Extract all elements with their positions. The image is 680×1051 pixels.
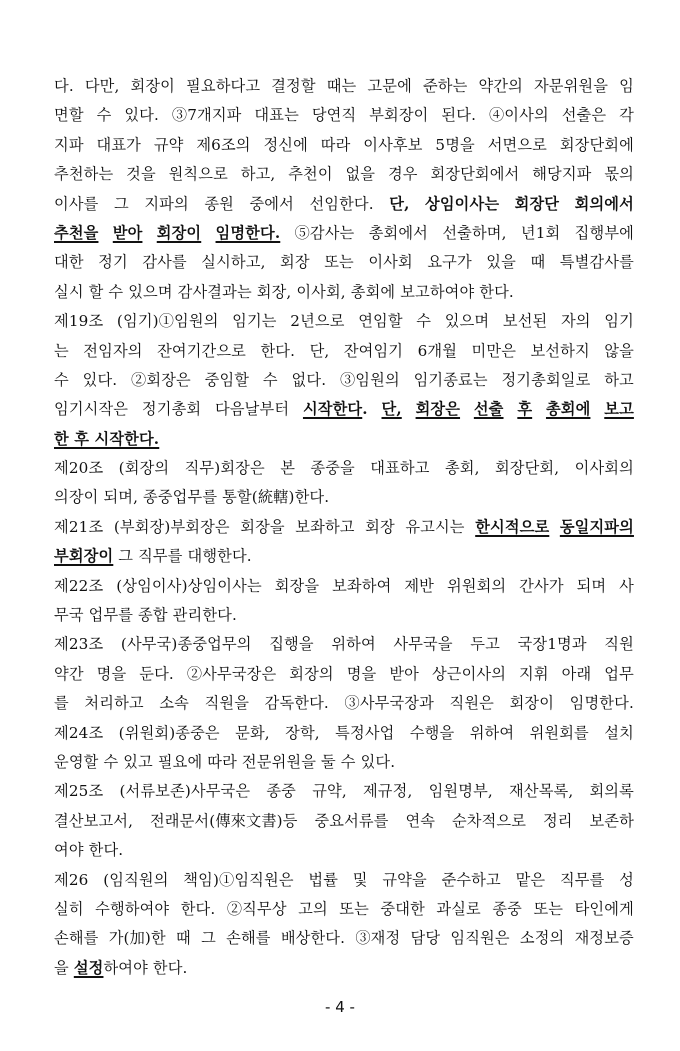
text-word: (사무국)종중업무의 bbox=[120, 635, 252, 654]
text-word: 위하여 bbox=[469, 723, 515, 742]
text-word: 대표는 bbox=[254, 106, 299, 125]
text-word: 상임이사는 bbox=[425, 194, 500, 213]
text-word: 총회, bbox=[444, 459, 480, 478]
text-line bbox=[54, 777, 634, 806]
text-line bbox=[54, 601, 634, 630]
text-word: 상근이사의 bbox=[431, 664, 507, 683]
text-word: 제21조 bbox=[54, 517, 104, 536]
text-word: 처리하고 bbox=[84, 694, 144, 713]
text-word: 종원 bbox=[204, 194, 234, 213]
text-word: 유고시는 bbox=[405, 517, 465, 536]
text-word: 순차적으로 bbox=[451, 811, 527, 830]
text-word: 전임자의 bbox=[83, 341, 143, 360]
text-word: 미만은 bbox=[471, 341, 517, 360]
text-word: 수행을 bbox=[409, 723, 455, 742]
text-word: 자문위원을 bbox=[533, 77, 609, 95]
text-word: 대한 bbox=[54, 253, 84, 272]
text-word: 경우 bbox=[387, 165, 418, 184]
text-word: 명을 bbox=[346, 664, 377, 683]
text-word: 고의 bbox=[298, 899, 328, 918]
text-word: 두고 bbox=[470, 635, 500, 654]
text-word: (위원회)종중은 bbox=[118, 723, 220, 742]
text-word: 법률 bbox=[308, 870, 339, 889]
text-word: ③사무국장과 bbox=[344, 694, 434, 713]
text-word: 단, bbox=[389, 194, 410, 213]
text-word: ④이사의 bbox=[488, 106, 549, 125]
text-segment: 을 bbox=[54, 958, 74, 977]
text-word: 임원명부, bbox=[428, 782, 493, 801]
text-word: 임 bbox=[619, 77, 634, 95]
text-word: 를 bbox=[54, 694, 69, 713]
text-word: 선출 bbox=[473, 400, 504, 419]
text-word: 보선하지 bbox=[530, 341, 590, 360]
text-word: 때 bbox=[530, 253, 546, 272]
text-word: 제규정, bbox=[362, 782, 413, 801]
text-word: 임기시작은 bbox=[54, 400, 129, 419]
text-word: 있으며 bbox=[444, 312, 490, 331]
text-word: 다만, bbox=[84, 77, 120, 95]
text-word: 는 bbox=[54, 341, 69, 360]
text-word: 제26 bbox=[54, 870, 89, 889]
text-word: 2년으로 bbox=[290, 312, 345, 331]
text-line bbox=[54, 542, 634, 571]
text-word: 배상한다. bbox=[280, 929, 346, 948]
text-word: 받아 bbox=[389, 664, 419, 683]
text-word: 수 bbox=[416, 312, 432, 331]
text-word: 준하는 bbox=[422, 77, 468, 95]
text-word: 규약을 bbox=[382, 870, 427, 889]
text-word: 원칙으로 bbox=[168, 165, 228, 184]
text-word: ②회장은 bbox=[131, 370, 191, 389]
text-word: 과실로 bbox=[436, 899, 481, 918]
text-word: 이사를 bbox=[54, 194, 99, 213]
text-word: 임명한다. bbox=[215, 223, 281, 242]
text-word: ②직무상 bbox=[226, 899, 287, 918]
text-word: 한다. bbox=[260, 341, 296, 360]
text-line bbox=[54, 748, 634, 777]
text-word: 문화, bbox=[235, 723, 270, 742]
text-word: 또는 bbox=[339, 899, 369, 918]
text-word: 6개월 bbox=[417, 341, 458, 360]
text-word: 선출은 bbox=[561, 106, 607, 125]
text-word: 추천하는 bbox=[54, 165, 114, 184]
text-word: (임기)①임원의 bbox=[116, 312, 219, 331]
text-word: 없다. bbox=[291, 370, 327, 389]
text-word: ③재정 bbox=[355, 929, 401, 948]
text-word: 몫의 bbox=[604, 165, 634, 184]
text-word: 수 bbox=[262, 370, 278, 389]
text-line bbox=[54, 924, 634, 953]
page-number: - 4 - bbox=[325, 998, 355, 1016]
text-word: 단, bbox=[381, 400, 402, 419]
text-word: 회장단회에서 bbox=[430, 165, 520, 184]
text-line bbox=[54, 278, 634, 307]
text-word: 소정의 bbox=[519, 929, 565, 948]
text-word: 동일지파의 bbox=[559, 517, 634, 536]
text-word: 특정사업 bbox=[335, 723, 395, 742]
text-word: 위원회의 bbox=[446, 576, 507, 595]
text-word: 가(加)한 bbox=[108, 929, 166, 948]
text-line bbox=[54, 719, 634, 748]
text-word: 임기종료는 bbox=[413, 370, 488, 389]
text-word: (상임이사)상임이사는 bbox=[116, 576, 262, 595]
text-word: 지파의 bbox=[144, 194, 189, 213]
text-word: 집행을 bbox=[269, 635, 314, 654]
text-line bbox=[54, 219, 634, 248]
text-word: 사 bbox=[619, 576, 634, 595]
text-word: 보좌하고 bbox=[295, 517, 355, 536]
text-word: 선임한다. bbox=[309, 194, 374, 213]
text-word: 시작한다. bbox=[302, 400, 368, 419]
text-word: 되며 bbox=[576, 576, 607, 595]
text-word: 약간의 bbox=[478, 77, 523, 95]
text-word: 실히 bbox=[54, 899, 84, 918]
text-word: 잔여임기 bbox=[343, 341, 404, 360]
text-line bbox=[54, 160, 634, 189]
text-word: 중대한 bbox=[380, 899, 425, 918]
text-word: 종중 bbox=[266, 782, 297, 801]
text-word: 있다. bbox=[124, 106, 159, 125]
text-line bbox=[54, 513, 634, 542]
text-word: 서면으로 bbox=[487, 135, 547, 154]
text-word: 선출하며, bbox=[442, 223, 507, 242]
text-segment: 부회장이 bbox=[54, 547, 114, 566]
text-word: 아래 bbox=[561, 664, 592, 683]
text-word: 5명을 bbox=[435, 135, 475, 154]
text-word: 해당지파 bbox=[532, 165, 592, 184]
text-line bbox=[54, 895, 634, 924]
text-word: 직원은 bbox=[449, 694, 494, 713]
text-word: 둔다. bbox=[139, 664, 174, 683]
text-word: 회장을 bbox=[274, 576, 320, 595]
text-word: 회장단회에 bbox=[559, 135, 634, 154]
text-segment: 무국 업무를 종합 관리한다. bbox=[54, 606, 237, 625]
text-line bbox=[54, 366, 634, 395]
text-word: 맡은 bbox=[515, 870, 546, 889]
text-word: 제23조 bbox=[54, 635, 104, 654]
text-line bbox=[54, 101, 634, 130]
text-word: 성 bbox=[619, 870, 634, 889]
text-word: 연속 bbox=[405, 811, 436, 830]
text-word: 설치 bbox=[604, 723, 634, 742]
text-line bbox=[54, 190, 634, 219]
text-word: 것을 bbox=[126, 165, 156, 184]
text-word: 감사를 bbox=[142, 253, 187, 272]
text-word: 제25조 bbox=[54, 782, 104, 801]
text-word: 대표하고 bbox=[370, 459, 430, 478]
text-word: 회장 bbox=[365, 517, 395, 536]
text-word: 임명한다. bbox=[569, 694, 634, 713]
text-word: 손해를 bbox=[226, 929, 271, 948]
text-word: 총회에서 bbox=[368, 223, 428, 242]
text-segment: 한 후 시작한다. bbox=[54, 429, 160, 448]
text-segment: 하여야 한다. bbox=[103, 958, 188, 977]
text-word: 이사회의 bbox=[574, 459, 634, 478]
text-line bbox=[54, 72, 634, 101]
text-word: 사무국을 bbox=[393, 635, 453, 654]
text-word: 다. bbox=[54, 77, 74, 95]
text-word: 회의록 bbox=[589, 782, 634, 801]
text-word: 종중을 bbox=[310, 459, 355, 478]
text-word: 부회장이 bbox=[369, 106, 429, 125]
text-word: ⑤감사는 bbox=[294, 223, 355, 242]
text-word: 본 bbox=[280, 459, 296, 478]
text-line bbox=[54, 689, 634, 718]
text-word: 책임)①임직원은 bbox=[183, 870, 294, 889]
text-segment: 설정 bbox=[73, 958, 104, 977]
text-word: 간사가 bbox=[519, 576, 564, 595]
text-word: 보선된 bbox=[502, 312, 548, 331]
text-word: ③임원의 bbox=[339, 370, 400, 389]
text-word: 수 bbox=[54, 370, 69, 389]
text-word: 한시적으로 bbox=[475, 517, 550, 536]
text-word: 받아 bbox=[112, 223, 143, 242]
text-word: 준수하고 bbox=[441, 870, 501, 889]
text-word: 회장을 bbox=[240, 517, 285, 536]
text-word: 정기총회 bbox=[141, 400, 202, 419]
text-word: 담당 bbox=[410, 929, 441, 948]
text-word: 않을 bbox=[604, 341, 634, 360]
text-word: 된다. bbox=[441, 106, 477, 125]
text-word: 보좌하여 bbox=[332, 576, 392, 595]
text-word: 필요하다고 bbox=[186, 77, 261, 95]
text-word: 없을 bbox=[345, 165, 376, 184]
text-line bbox=[54, 836, 634, 865]
text-word: 제24조 bbox=[54, 723, 104, 742]
text-word: 이사후보 bbox=[363, 135, 423, 154]
text-word: 연임할 bbox=[358, 312, 403, 331]
text-word: 후 bbox=[517, 400, 533, 419]
text-word: 대표가 bbox=[96, 135, 141, 154]
text-word: 제19조 bbox=[54, 312, 104, 331]
text-word: 회장단회, bbox=[494, 459, 560, 478]
text-word: 고문에 bbox=[367, 77, 412, 95]
text-word: 규약, bbox=[312, 782, 347, 801]
text-word: 하고, bbox=[240, 165, 276, 184]
text-word: 때는 bbox=[326, 77, 357, 95]
text-word: 제반 bbox=[404, 576, 434, 595]
text-line bbox=[54, 131, 634, 160]
text-word: 수행하여야 bbox=[95, 899, 170, 918]
text-word: 업무 bbox=[604, 664, 634, 683]
text-word: 소속 bbox=[159, 694, 189, 713]
text-word: 그 bbox=[201, 929, 216, 948]
text-line bbox=[54, 425, 634, 454]
text-word: 총회에 bbox=[545, 400, 591, 419]
text-word: 자의 bbox=[560, 312, 591, 331]
text-line bbox=[54, 483, 634, 512]
text-word: 제6조의 bbox=[196, 135, 251, 154]
text-word: 임기는 bbox=[232, 312, 277, 331]
text-word: 때 bbox=[176, 929, 191, 948]
text-word: 그 bbox=[113, 194, 129, 213]
text-word: 규약 bbox=[153, 135, 184, 154]
text-word: (임직원의 bbox=[103, 870, 169, 889]
text-line bbox=[54, 660, 634, 689]
text-line bbox=[54, 395, 634, 424]
text-word: 임직원은 bbox=[450, 929, 510, 948]
text-word: 또는 bbox=[324, 253, 354, 272]
text-word: 년1회 bbox=[520, 223, 561, 242]
text-word: 집행부에 bbox=[574, 223, 634, 242]
text-line bbox=[54, 248, 634, 277]
text-segment: 그 직무를 대행한다. bbox=[113, 547, 252, 566]
text-line bbox=[54, 630, 634, 659]
text-segment: 의장이 되며, 종중업무를 통할(統轄)한다. bbox=[54, 488, 330, 507]
text-word: 또는 bbox=[533, 899, 564, 918]
text-line bbox=[54, 866, 634, 895]
text-word: 정신에 bbox=[263, 135, 308, 154]
text-word: 당연직 bbox=[311, 106, 357, 125]
text-word: 및 bbox=[352, 870, 368, 889]
text-word: 실시하고, bbox=[201, 253, 266, 272]
text-word: 수 bbox=[96, 106, 112, 125]
text-word: 제20조 bbox=[54, 459, 104, 478]
text-word: 보고 bbox=[604, 400, 634, 419]
text-word: 회의에서 bbox=[574, 194, 634, 213]
text-word: 한다. bbox=[180, 899, 216, 918]
text-word: 특별감사를 bbox=[559, 253, 634, 272]
text-word: 회장이 bbox=[130, 77, 175, 95]
text-word: 정기총회일로 bbox=[501, 370, 591, 389]
text-word: 지휘 bbox=[519, 664, 549, 683]
text-word: 있을 bbox=[486, 253, 516, 272]
text-word: 단, bbox=[309, 341, 330, 360]
text-line bbox=[54, 572, 634, 601]
body-text bbox=[54, 72, 634, 983]
text-word: 재산목록, bbox=[509, 782, 574, 801]
text-word: 손해를 bbox=[54, 929, 99, 948]
text-word: ②사무국장은 bbox=[186, 664, 277, 683]
text-word: 회장이 bbox=[156, 223, 202, 242]
text-word: 장학, bbox=[285, 723, 320, 742]
text-line bbox=[54, 954, 634, 983]
text-word: 결산보고서, bbox=[54, 811, 134, 830]
text-line bbox=[54, 807, 634, 836]
text-word: 중요서류를 bbox=[314, 811, 389, 830]
text-word: 위하여 bbox=[331, 635, 376, 654]
text-word: 추천이 bbox=[288, 165, 333, 184]
text-word: 직무를 bbox=[559, 870, 605, 889]
text-line bbox=[54, 307, 634, 336]
text-word: 약간 bbox=[54, 664, 84, 683]
text-word: 중임할 bbox=[204, 370, 250, 389]
text-segment: 실시 할 수 있으며 감사결과는 회장, 이사회, 총회에 보고하여야 한다. bbox=[54, 282, 514, 301]
text-word: 직원을 bbox=[204, 694, 250, 713]
text-word: 임기 bbox=[604, 312, 634, 331]
text-word: 직원 bbox=[604, 635, 634, 654]
text-segment: 운영할 수 있고 필요에 따라 전문위원을 둘 수 있다. bbox=[54, 752, 396, 771]
text-word: 추천을 bbox=[54, 223, 99, 242]
text-word: 결정할 bbox=[271, 77, 316, 95]
text-word: 국장1명과 bbox=[517, 635, 587, 654]
text-word: 회장단 bbox=[514, 194, 560, 213]
text-word: 명을 bbox=[96, 664, 127, 683]
text-word: 회장은 bbox=[415, 400, 461, 419]
text-word: 감독한다. bbox=[264, 694, 329, 713]
text-word: 종중 bbox=[492, 899, 522, 918]
text-word: (회장의 bbox=[118, 459, 170, 478]
text-word: 재정보증 bbox=[574, 929, 634, 948]
text-word: 정리 bbox=[542, 811, 573, 830]
text-word: 회장 bbox=[280, 253, 310, 272]
text-word: 타인에게 bbox=[574, 899, 634, 918]
text-word: 회장의 bbox=[289, 664, 334, 683]
text-word: 정기 bbox=[98, 253, 128, 272]
text-word: 직무)회장은 bbox=[184, 459, 265, 478]
text-word: 다음날부터 bbox=[215, 400, 290, 419]
text-word: 요구가 bbox=[427, 253, 472, 272]
text-word: (서류보존)사무국은 bbox=[119, 782, 251, 801]
text-word: (부회장)부회장은 bbox=[113, 517, 230, 536]
text-word: 면할 bbox=[54, 106, 84, 125]
text-word: 위원회를 bbox=[529, 723, 589, 742]
text-segment: 여야 한다. bbox=[54, 841, 124, 860]
text-line bbox=[54, 454, 634, 483]
text-word: 중에서 bbox=[249, 194, 294, 213]
text-word: ③7개지파 bbox=[171, 106, 242, 125]
text-word: 잔여기간으로 bbox=[157, 341, 246, 360]
text-word: 회장이 bbox=[509, 694, 555, 713]
text-word: 있다. bbox=[82, 370, 118, 389]
text-word: 제22조 bbox=[54, 576, 104, 595]
text-line bbox=[54, 337, 634, 366]
text-word: 각 bbox=[619, 106, 634, 125]
text-word: 따라 bbox=[320, 135, 351, 154]
text-word: 하고 bbox=[604, 370, 634, 389]
text-word: 보존하 bbox=[589, 811, 634, 830]
text-word: 지파 bbox=[54, 135, 84, 154]
text-word: 전래문서(傳來文書)등 bbox=[149, 811, 298, 830]
text-word: 이사회 bbox=[368, 253, 413, 272]
